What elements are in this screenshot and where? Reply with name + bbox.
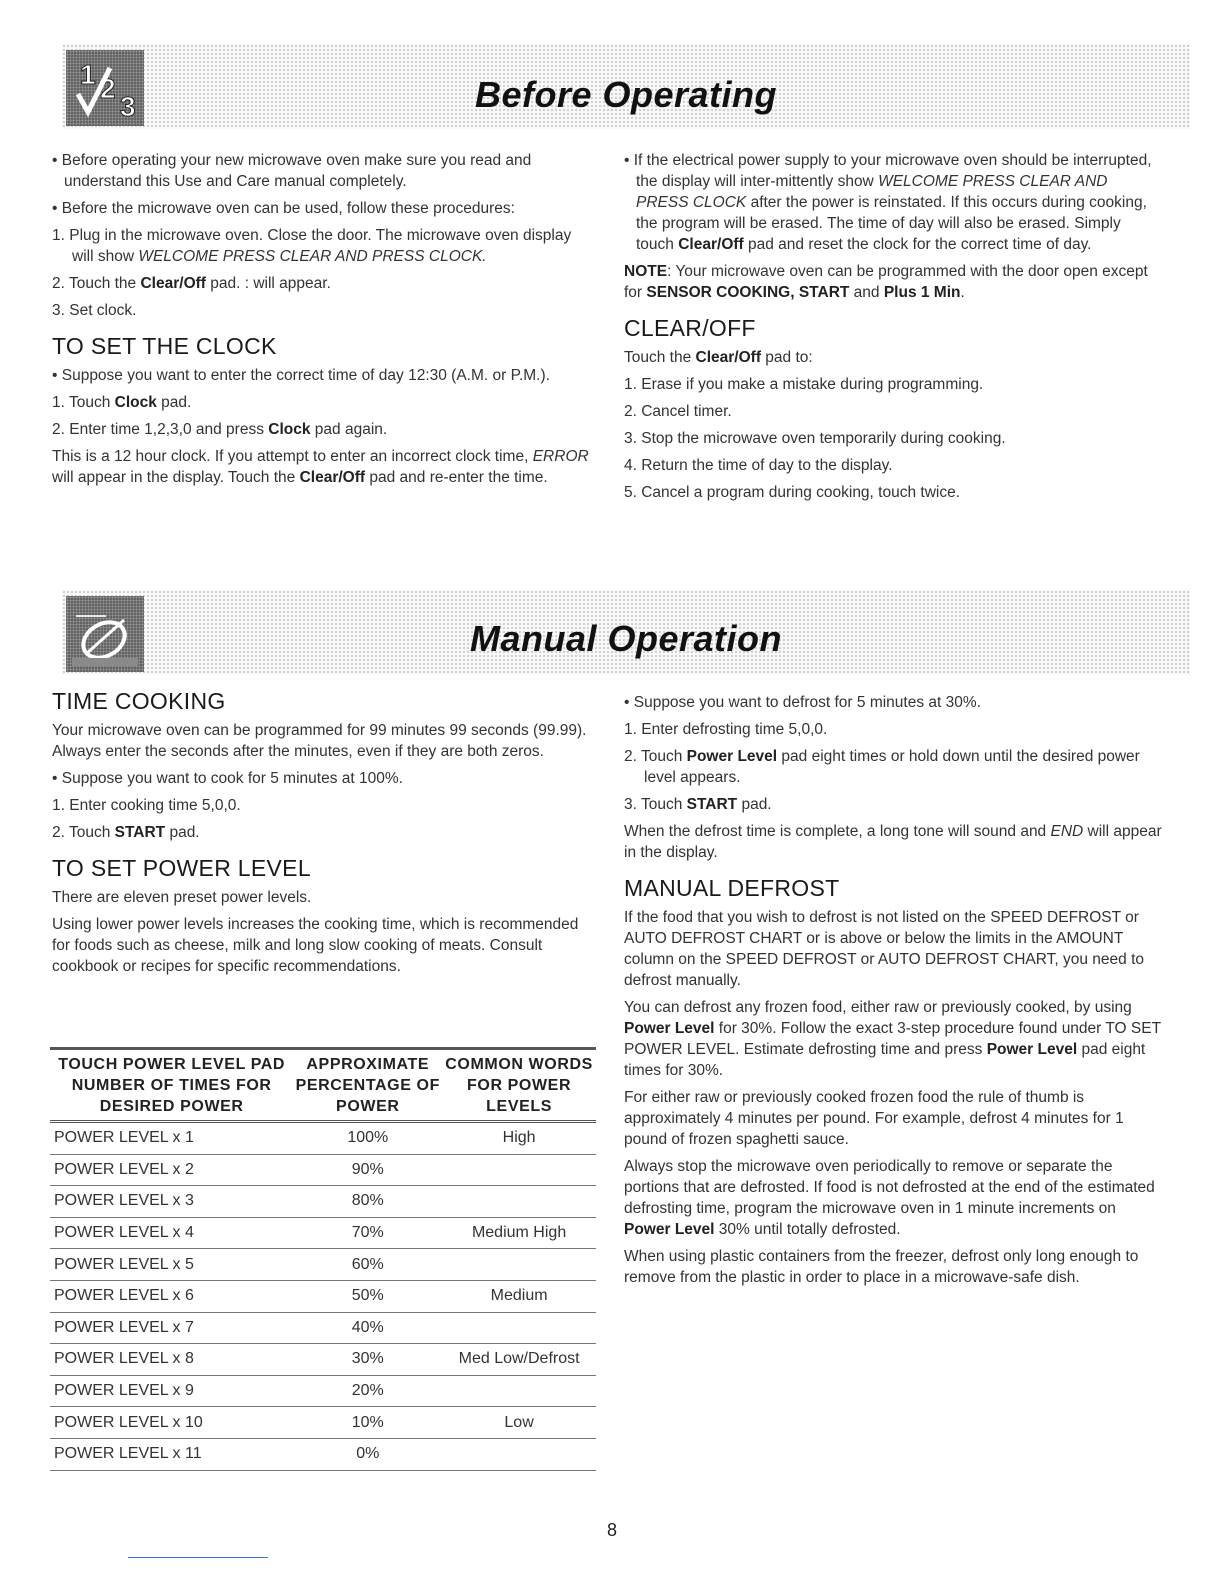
clear-off-heading: CLEAR/OFF: [624, 315, 756, 341]
common-word-cell: Medium High: [442, 1217, 596, 1249]
clear-off-item: 1. Erase if you make a mistake during programming.: [624, 376, 984, 393]
svg-text:2: 2: [100, 73, 116, 104]
power-level-intro: There are eleven preset power levels.: [52, 889, 312, 906]
clear-off-item: 3. Stop the microwave oven temporarily during cooking.: [624, 430, 1006, 447]
defrost-step-3: 3. Touch START pad.: [624, 796, 772, 813]
percentage-cell: 30%: [293, 1344, 442, 1376]
common-word-cell: Medium: [442, 1280, 596, 1312]
footer-divider: [128, 1557, 268, 1558]
percentage-cell: 10%: [293, 1407, 442, 1439]
common-word-cell: [442, 1375, 596, 1407]
power-level-paragraph: Using lower power levels increases the cooking time, which is recommended for foods such as cheese, milk and long slow cooking of meats. Consult cookbook or recipes for specific recommendations.: [52, 916, 579, 975]
manual-operation-right: [624, 692, 1164, 1294]
table-header-row: [50, 1049, 596, 1122]
table-row: [50, 1186, 596, 1218]
before-operating-left: [52, 150, 597, 494]
power-level-cell: POWER LEVEL x 10: [50, 1407, 293, 1439]
common-word-cell: Med Low/Defrost: [442, 1344, 596, 1376]
table-row: [50, 1122, 596, 1155]
power-interruption-bullet: • If the electrical power supply to your microwave oven should be interrupted, the display will inter-mittently show WELCOME PRESS CLEAR AND PRESS CLOCK after the power is reinstated. If this occurs during cooking, the program will be erased. The time of day will also be erased. Simply touch Clear/Off pad and reset the clock for the correct time of day.: [624, 150, 1159, 255]
percentage-cell: 0%: [293, 1438, 442, 1470]
power-level-cell: POWER LEVEL x 7: [50, 1312, 293, 1344]
percentage-cell: 80%: [293, 1186, 442, 1218]
common-word-cell: Low: [442, 1407, 596, 1439]
time-cooking-step-2: 2. Touch START pad.: [52, 824, 200, 841]
power-level-cell: POWER LEVEL x 5: [50, 1249, 293, 1281]
common-word-cell: [442, 1249, 596, 1281]
percentage-cell: 20%: [293, 1375, 442, 1407]
clear-off-item: 4. Return the time of day to the display.: [624, 457, 893, 474]
power-level-cell: POWER LEVEL x 8: [50, 1344, 293, 1376]
power-level-cell: POWER LEVEL x 4: [50, 1217, 293, 1249]
percentage-cell: 90%: [293, 1154, 442, 1186]
manual-defrost-p3: For either raw or previously cooked frozen food the rule of thumb is approximately 4 minutes per pound. For example, defrost 4 minutes for 1 pound of frozen spaghetti sauce.: [624, 1089, 1124, 1148]
power-level-cell: POWER LEVEL x 11: [50, 1438, 293, 1470]
common-word-cell: [442, 1186, 596, 1218]
clock-step-2: 2. Enter time 1,2,3,0 and press Clock pad again.: [52, 421, 388, 438]
svg-text:1: 1: [80, 59, 96, 90]
table-row: [50, 1344, 596, 1376]
step-plug-in: 1. Plug in the microwave oven. Close the door. The microwave oven display will show WELCOME PRESS CLEAR AND PRESS CLOCK.: [52, 227, 572, 265]
defrost-end-note: When the defrost time is complete, a long tone will sound and END will appear in the display.: [624, 823, 1162, 861]
manual-defrost-p1: If the food that you wish to defrost is not listed on the SPEED DEFROST or AUTO DEFROST CHART or is above or below the limits in the AMOUNT column on the SPEED DEFROST or AUTO DEFROST CHART, you need to defrost manually.: [624, 909, 1145, 989]
percentage-cell: 100%: [293, 1122, 442, 1155]
power-level-cell: POWER LEVEL x 6: [50, 1280, 293, 1312]
manual-defrost-p4: Always stop the microwave oven periodically to remove or separate the portions that are defrosted. If food is not defrosted at the end of the estimated defrosting time, program the microwave oven in 1 minute increments on Power Level 30% until totally defrosted.: [624, 1158, 1155, 1238]
percentage-cell: 60%: [293, 1249, 442, 1281]
power-level-heading: TO SET POWER LEVEL: [52, 855, 311, 881]
svg-text:3: 3: [120, 91, 136, 122]
manual-operation-banner: [62, 590, 1190, 675]
manual-defrost-p5: When using plastic containers from the freezer, defrost only long enough to remove from the plastic in order to place in a microwave-safe dish.: [624, 1248, 1139, 1286]
common-word-cell: [442, 1312, 596, 1344]
before-operating-right: [624, 150, 1159, 509]
step-touch-clear: 2. Touch the Clear/Off pad. : will appear.: [52, 275, 331, 292]
step-set-clock: 3. Set clock.: [52, 302, 137, 319]
table-row: [50, 1217, 596, 1249]
power-level-cell: POWER LEVEL x 3: [50, 1186, 293, 1218]
power-level-cell: POWER LEVEL x 1: [50, 1122, 293, 1155]
table-row: [50, 1312, 596, 1344]
common-word-cell: [442, 1438, 596, 1470]
power-level-cell: POWER LEVEL x 2: [50, 1154, 293, 1186]
bullet-read-manual: • Before operating your new microwave oven make sure you read and understand this Use and Care manual completely.: [52, 150, 597, 192]
manual-defrost-p2: You can defrost any frozen food, either raw or previously cooked, by using Power Level for 30%. Follow the exact 3-step procedure found under TO SET POWER LEVEL. Estimate defrosting time and press Power Level pad eight times for 30%.: [624, 999, 1161, 1079]
power-level-cell: POWER LEVEL x 9: [50, 1375, 293, 1407]
header-approximate-percentage: APPROXIMATE PERCENTAGE OF POWER: [293, 1049, 442, 1122]
time-cooking-heading: TIME COOKING: [52, 688, 226, 714]
percentage-cell: 40%: [293, 1312, 442, 1344]
percentage-cell: 70%: [293, 1217, 442, 1249]
defrost-step-1: 1. Enter defrosting time 5,0,0.: [624, 721, 828, 738]
manual-operation-left: [52, 680, 597, 983]
common-word-cell: [442, 1154, 596, 1186]
before-operating-title: Before Operating: [474, 74, 778, 115]
time-cooking-paragraph: Your microwave oven can be programmed for 99 minutes 99 seconds (99.99). Always enter the seconds after the minutes, even if they are both zeros.: [52, 722, 587, 760]
manual-defrost-heading: MANUAL DEFROST: [624, 875, 840, 901]
clear-off-item: 2. Cancel timer.: [624, 403, 732, 420]
power-level-table: [50, 1047, 596, 1471]
clear-off-item: 5. Cancel a program during cooking, touch twice.: [624, 484, 961, 501]
time-cooking-step-1: 1. Enter cooking time 5,0,0.: [52, 797, 241, 814]
before-operating-banner: [62, 44, 1190, 129]
set-clock-heading: TO SET THE CLOCK: [52, 333, 277, 359]
clock-note: This is a 12 hour clock. If you attempt to enter an incorrect clock time, ERROR will appear in the display. Touch the Clear/Off pad and re-enter the time.: [52, 448, 589, 486]
common-word-cell: High: [442, 1122, 596, 1155]
table-row: [50, 1375, 596, 1407]
defrost-bullet: • Suppose you want to defrost for 5 minutes at 30%.: [624, 692, 1164, 713]
time-cooking-bullet: • Suppose you want to cook for 5 minutes at 100%.: [52, 768, 597, 789]
table-row: [50, 1407, 596, 1439]
table-row: [50, 1280, 596, 1312]
bullet-procedures: • Before the microwave oven can be used, follow these procedures:: [52, 198, 597, 219]
manual-operation-title: Manual Operation: [469, 618, 783, 659]
table-row: [50, 1249, 596, 1281]
percentage-cell: 50%: [293, 1280, 442, 1312]
table-row: [50, 1154, 596, 1186]
table-row: [50, 1438, 596, 1470]
door-note: NOTE: Your microwave oven can be programmed with the door open except for SENSOR COOKING, START and Plus 1 Min.: [624, 263, 1148, 301]
clock-bullet: • Suppose you want to enter the correct time of day 12:30 (A.M. or P.M.).: [52, 365, 597, 386]
defrost-step-2: 2. Touch Power Level pad eight times or hold down until the desired power level appears.: [624, 748, 1140, 786]
clock-step-1: 1. Touch Clock pad.: [52, 394, 192, 411]
header-touch-power-level: TOUCH POWER LEVEL PAD NUMBER OF TIMES FOR DESIRED POWER: [50, 1049, 293, 1122]
clear-off-intro: Touch the Clear/Off pad to:: [624, 349, 813, 366]
page-number: 8: [606, 1520, 617, 1540]
header-common-words: COMMON WORDS FOR POWER LEVELS: [442, 1049, 596, 1122]
